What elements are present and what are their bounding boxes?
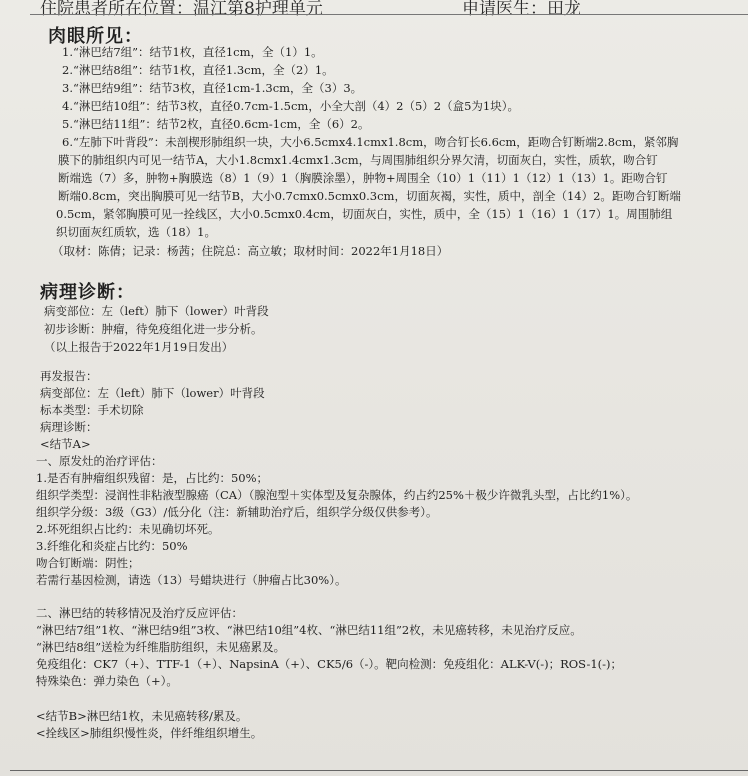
diagnosis-title: 病理诊断： [40, 282, 135, 303]
gross-line: 膜下的肺组织内可见一结节A，大小1.8cmx1.4cmx1.3cm，与周围肺组织分界欠清，切面灰白，实性，质软，吻合钉 [58, 153, 658, 167]
reissue-line: “淋巴结8组”送检为纤维脂肪组织，未见癌累及。 [36, 640, 286, 654]
reissue-line: 吻合钉断端：阴性； [36, 556, 140, 570]
gross-line: 6.“左肺下叶背段”：未剖楔形肺组织一块，大小6.5cmx4.1cmx1.8cm，吻合钉长6.6cm，距吻合钉断端2.8cm，紧邻胸 [62, 135, 679, 149]
reissue-line: 二、淋巴结的转移情况及治疗反应评估： [36, 606, 243, 620]
gross-findings-title: 肉眼所见： [48, 26, 143, 47]
reissue-line: 特殊染色：弹力染色（+）。 [36, 674, 178, 688]
reissue-line: <结节B>淋巴结1枚，未见癌转移/累及。 [36, 709, 248, 723]
reissue-line: 2.坏死组织占比约：未见确切坏死。 [36, 522, 220, 536]
gross-line: 0.5cm，紧邻胸膜可见一拴线区，大小0.5cmx0.4cm，切面灰白，实性，质中，全（15）1（16）1（17）1。周围肺组 [56, 207, 673, 221]
reissue-line: 组织学类型：浸润性非粘液型腺癌（CA）（腺泡型＋实体型及复杂腺体，约占约25%＋极少许微乳头型，占比约1%）。 [36, 488, 638, 502]
reissue-line: <拴线区>肺组织慢性炎，伴纤维组织增生。 [36, 726, 263, 740]
reissue-line: 3.纤维化和炎症占比约：50% [36, 539, 188, 553]
header-divider [30, 14, 748, 15]
diagnosis-line: 病变部位：左（left）肺下（lower）叶背段 [44, 304, 269, 318]
gross-line: 织切面灰红质软，选（18）1。 [56, 225, 216, 239]
sampling-record: （取材：陈倩；记录：杨茜；住院总：高立敏；取材时间：2022年1月18日） [52, 244, 449, 258]
patient-location: 住院患者所在位置：温江第8护理单元 [40, 0, 323, 19]
reissue-line: 组织学分级：3级（G3）/低分化（注：新辅助治疗后，组织学分级仅供参考）。 [36, 505, 438, 519]
reissue-line: 免疫组化：CK7（+）、TTF-1（+）、NapsinA（+）、CK5/6（-）。靶向检测：免疫组化：ALK-V(-)；ROS-1(-)； [36, 657, 623, 671]
reissue-line: 若需行基因检测，请选（13）号蜡块进行（肿瘤占比30%）。 [36, 573, 347, 587]
reissue-line: <结节A> [40, 437, 91, 451]
gross-line: 3.“淋巴结9组”：结节3枚，直径1cm-1.3cm，全（3）3。 [62, 81, 363, 95]
reissue-line: “淋巴结7组”1枚、“淋巴结9组”3枚、“淋巴结10组”4枚、“淋巴结11组”2枚，未见癌转移，未见治疗反应。 [36, 623, 582, 637]
reissue-line: 标本类型：手术切除 [40, 403, 144, 417]
reissue-line: 病理诊断： [40, 420, 98, 434]
report-issued-note: （以上报告于2022年1月19日发出） [44, 340, 234, 354]
gross-line: 断端0.8cm，突出胸膜可见一结节B，大小0.7cmx0.5cmx0.3cm，切面灰褐，实性，质中，剖全（14）2。距吻合钉断端 [58, 189, 681, 203]
diagnosis-line: 初步诊断：肿瘤，待免疫组化进一步分析。 [44, 322, 263, 336]
reissue-line: 一、原发灶的治疗评估： [36, 454, 163, 468]
reissue-line: 1.是否有肿瘤组织残留：是，占比约：50%； [36, 471, 269, 485]
gross-line: 断端选（7）多，肿物+胸膜选（8）1（9）1（胸膜涂墨），肿物+周围全（10）1（11）1（12）1（13）1。距吻合钉 [58, 171, 668, 185]
reissue-line: 病变部位：左（left）肺下（lower）叶背段 [40, 386, 265, 400]
footer-divider [10, 770, 748, 771]
gross-line: 4.“淋巴结10组”：结节3枚，直径0.7cm-1.5cm，小全大剖（4）2（5）2（盒5为1块）。 [62, 99, 519, 113]
gross-line: 5.“淋巴结11组”：结节2枚，直径0.6cm-1cm，全（6）2。 [62, 117, 370, 131]
requesting-doctor: 申请医生：田龙 [462, 0, 581, 19]
gross-line: 2.“淋巴结8组”：结节1枚，直径1.3cm，全（2）1。 [62, 63, 334, 77]
gross-line: 1.“淋巴结7组”：结节1枚，直径1cm，全（1）1。 [62, 45, 323, 59]
reissue-line: 再发报告： [40, 369, 98, 383]
